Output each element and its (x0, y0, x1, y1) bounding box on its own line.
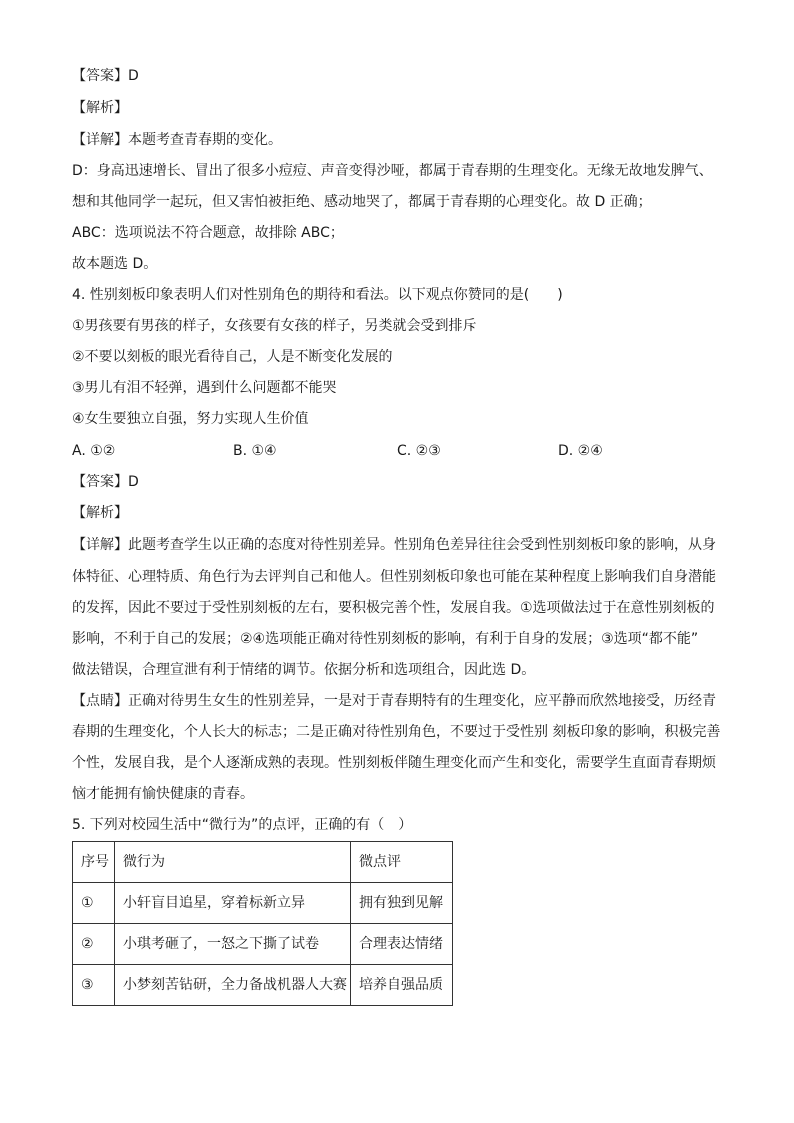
detail-line: 体特征、心理特质、角色行为去评判自己和他人。但性别刻板印象也可能在某种程度上影响我们自身潜能 (72, 569, 716, 585)
statement-item: ④女生要独立自强，努力实现人生价值 (72, 411, 309, 427)
option-c: C. ②③ (397, 443, 441, 459)
table-header-cell: 序号 (73, 842, 115, 883)
table-cell: ③ (73, 965, 115, 1006)
question-stem: 5. 下列对校园生活中“微行为”的点评，正确的有（ ） (72, 817, 413, 833)
table-header-cell: 微点评 (351, 842, 453, 883)
tip-line: 春期的生理变化，个人长大的标志；二是正确对待性别角色，不要过于受性别 刻板印象的影响，积极完善 (72, 724, 721, 740)
table-cell: 合理表达情绪 (351, 924, 453, 965)
table-row (73, 924, 453, 965)
detail-line: 的发挥，因此不要过于受性别刻板的左右，要积极完善个性，发展自我。①选项做法过于在意性别刻板的 (72, 600, 715, 616)
table-row (73, 965, 453, 1006)
table-header-row (73, 842, 453, 883)
conclusion-line: 故本题选 D。 (72, 256, 158, 272)
tip-line: 恼才能拥有愉快健康的青春。 (72, 786, 254, 802)
answer-label: 【答案】D (72, 68, 139, 84)
detail-line: 【详解】此题考查学生以正确的态度对待性别差异。性别角色差异往往会受到性别刻板印象的影响，从身 (72, 537, 716, 553)
table-cell: 小琪考砸了，一怒之下撕了试卷 (115, 924, 351, 965)
table-row (73, 883, 453, 924)
table-cell: 拥有独到见解 (351, 883, 453, 924)
table-cell: ② (73, 924, 115, 965)
tip-line: 个性，发展自我，是个人逐渐成熟的表现。性别刻板伴随生理变化而产生和变化，需要学生直面青春期烦 (72, 755, 716, 771)
explanation-line: ABC：选项说法不符合题意，故排除 ABC； (72, 225, 344, 241)
table-header-cell: 微行为 (115, 842, 351, 883)
option-b: B. ①④ (233, 443, 277, 459)
table-cell: 小梦刻苦钻研，全力备战机器人大赛 (115, 965, 351, 1006)
detail-line: 做法错误，合理宣泄有利于情绪的调节。依据分析和选项组合，因此选 D。 (72, 662, 536, 678)
answer-label: 【答案】D (72, 474, 139, 490)
analysis-label: 【解析】 (72, 100, 128, 116)
analysis-label: 【解析】 (72, 505, 128, 521)
table-cell: 培养自强品质 (351, 965, 453, 1006)
option-a: A. ①② (72, 443, 116, 459)
tip-line: 【点睛】正确对待男生女生的性别差异，一是对于青春期特有的生理变化，应平静而欣然地接受，历经青 (72, 693, 716, 709)
option-d: D. ②④ (558, 443, 603, 459)
detail-line: 【详解】本题考查青春期的变化。 (72, 132, 282, 148)
table-cell: ① (73, 883, 115, 924)
behavior-table (72, 841, 453, 1006)
explanation-line: 想和其他同学一起玩，但又害怕被拒绝、感动地哭了，都属于青春期的心理变化。故 D 正确； (72, 194, 652, 210)
answer-options (72, 441, 712, 461)
statement-item: ③男儿有泪不轻弹，遇到什么问题都不能哭 (72, 380, 337, 396)
statement-item: ②不要以刻板的眼光看待自己，人是不断变化发展的 (72, 349, 393, 365)
explanation-line: D：身高迅速增长、冒出了很多小痘痘、声音变得沙哑，都属于青春期的生理变化。无缘无故地发脾气、 (72, 163, 713, 179)
statement-item: ①男孩要有男孩的样子，女孩要有女孩的样子，另类就会受到排斥 (72, 318, 477, 334)
table-cell: 小轩盲目追星，穿着标新立异 (115, 883, 351, 924)
question-stem: 4. 性别刻板印象表明人们对性别角色的期待和看法。以下观点你赞同的是( ) (72, 287, 563, 303)
detail-line: 影响，不利于自己的发展；②④选项能正确对待性别刻板的影响，有利于自身的发展；③选项“都不能” (72, 631, 699, 647)
